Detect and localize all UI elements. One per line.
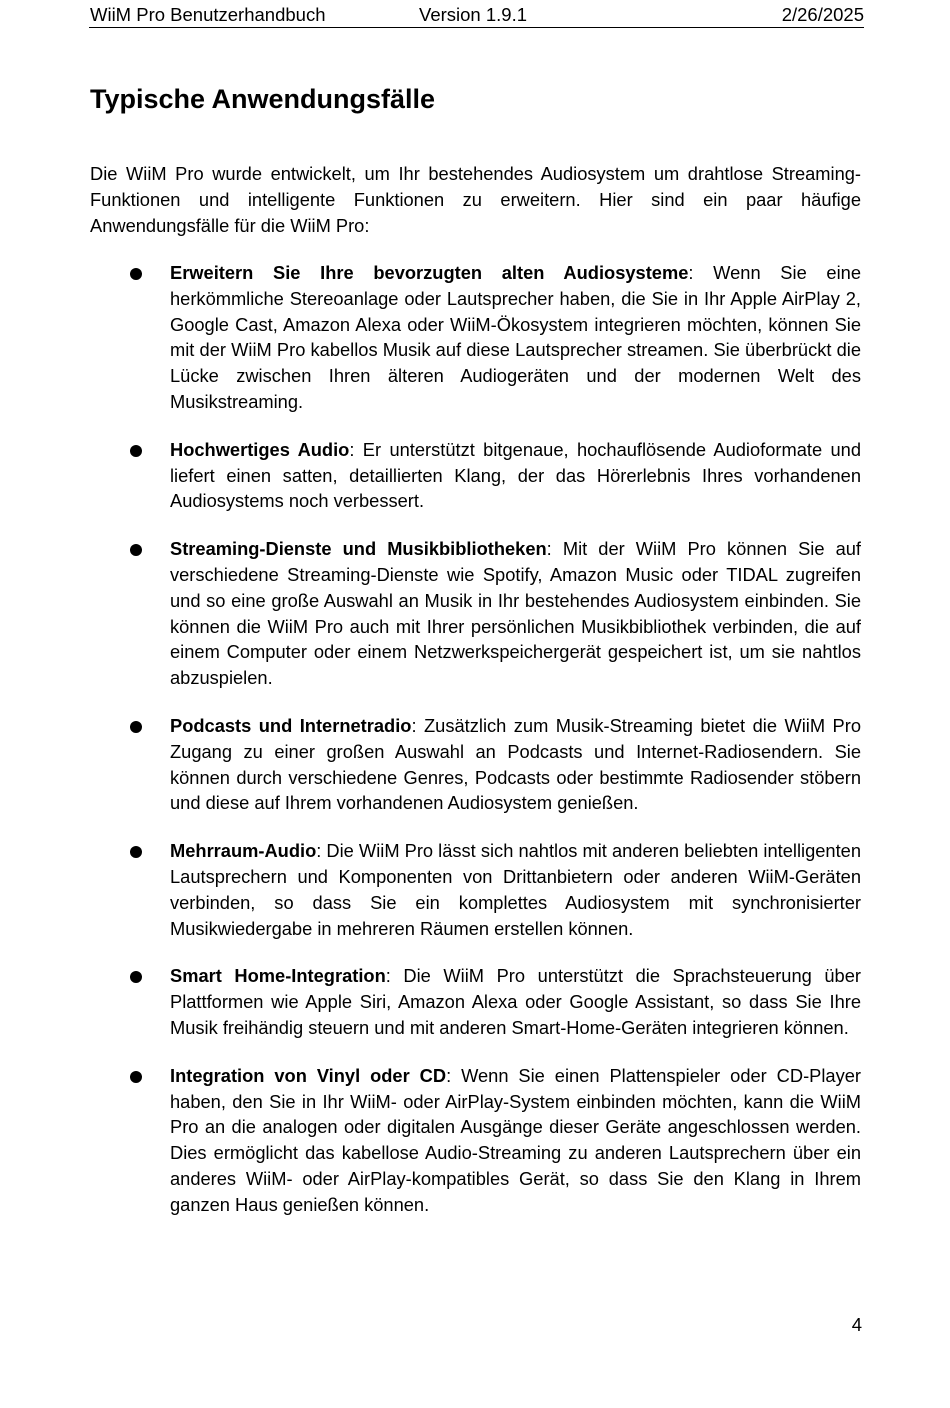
bullet-icon — [130, 846, 142, 858]
use-case-description: : Er unterstützt bitgenaue, hochauflösende Audioformate und liefert einen satten, detaillierten Klang, der das Hörerlebnis Ihres vorhandenen Audiosystems noch verbessert. — [170, 438, 861, 512]
use-case-term: Hochwertiges Audio — [170, 438, 350, 460]
bullet-icon — [130, 1071, 142, 1083]
header-doc-title: WiiM Pro Benutzerhandbuch — [90, 4, 326, 25]
bullet-icon — [130, 445, 142, 457]
use-case-item — [0, 536, 950, 691]
use-case-description: : Wenn Sie eine herkömmliche Stereoanlage oder Lautsprecher haben, die Sie in Ihr Apple AirPlay 2, Google Cast, Amazon Alexa oder WiiM-Ökosystem integrieren möchten, können Sie mit der WiiM Pro kabellos Musik auf diese Lautsprecher streamen. Sie überbrückt die Lücke zwischen Ihren älteren Audiogeräten und der modernen Welt des Musikstreaming. — [170, 262, 861, 412]
page-header — [89, 3, 864, 28]
use-case-item — [0, 260, 950, 415]
use-case-text — [170, 713, 861, 816]
intro-paragraph: Die WiiM Pro wurde entwickelt, um Ihr bestehendes Audiosystem um drahtlose Streaming-Funktionen und intelligente Funktionen zu erweitern. Hier sind ein paar häufige Anwendungsfälle für die WiiM Pro: — [90, 163, 861, 236]
use-case-item — [0, 713, 950, 816]
use-case-text — [170, 536, 861, 691]
use-case-text — [170, 260, 861, 415]
use-case-description: : Wenn Sie einen Plattenspieler oder CD-Player haben, den Sie in Ihr WiiM- oder AirPlay-System einbinden möchten, kann die WiiM Pro an die analogen oder digitalen Ausgänge dieser Geräte angeschlossen werden. Dies ermöglicht das kabellose Audio-Streaming zu anderen Lautsprechern über ein anderes WiiM- oder AirPlay-kompatibles Gerät, so dass Sie den Klang in Ihrem ganzen Haus genießen können. — [170, 1064, 861, 1215]
bullet-icon — [130, 268, 142, 280]
page-number: 4 — [851, 1314, 862, 1335]
use-case-item — [0, 1063, 950, 1218]
use-case-term: Smart Home-Integration — [170, 965, 386, 987]
bullet-icon — [130, 721, 142, 733]
use-case-item — [0, 838, 950, 941]
use-case-text — [170, 437, 861, 514]
use-case-text — [170, 838, 861, 941]
use-case-text — [170, 1063, 861, 1218]
use-case-list — [0, 260, 950, 1240]
use-case-text — [170, 963, 861, 1040]
header-date: 2/26/2025 — [781, 4, 864, 25]
use-case-description: : Mit der WiiM Pro können Sie auf verschiedene Streaming-Dienste wie Spotify, Amazon Music oder TIDAL zugreifen und so eine große Auswahl an Musik in Ihr bestehendes Audiosystem einbinden. Sie können die WiiM Pro auch mit Ihrer persönlichen Musikbibliothek verbinden, die auf einem Computer oder einem Netzwerkspeichergerät gespeichert ist, um sie nahtlos abzuspielen. — [170, 538, 861, 689]
header-version: Version 1.9.1 — [419, 4, 527, 25]
bullet-icon — [130, 971, 142, 983]
bullet-icon — [130, 544, 142, 556]
page-title: Typische Anwendungsfälle — [90, 84, 436, 114]
use-case-item — [0, 963, 950, 1040]
use-case-term: Mehrraum-Audio — [170, 840, 317, 862]
use-case-item — [0, 437, 950, 514]
use-case-term: Podcasts und Internetradio — [170, 714, 412, 736]
use-case-description: : Zusätzlich zum Musik-Streaming bietet die WiiM Pro Zugang zu einer großen Auswahl an Podcasts und Internet-Radiosendern. Sie können durch verschiedene Genres, Podcasts oder bestimmte Radiosender stöbern und diese auf Ihrem vorhandenen Audiosystem genießen. — [170, 714, 861, 814]
use-case-term: Erweitern Sie Ihre bevorzugten alten Audiosysteme — [170, 262, 689, 283]
use-case-description: : Die WiiM Pro lässt sich nahtlos mit anderen beliebten intelligenten Lautsprechern und Komponenten von Drittanbietern oder anderen WiiM-Geräten verbinden, so dass Sie ein komplettes Audiosystem mit synchronisierter Musikwiedergabe in mehreren Räumen erstellen können. — [170, 840, 861, 939]
use-case-term: Integration von Vinyl oder CD — [170, 1064, 447, 1086]
use-case-description: : Die WiiM Pro unterstützt die Sprachsteuerung über Plattformen wie Apple Siri, Amazon Alexa oder Google Assistant, so dass Sie Ihre Musik freihändig steuern und mit anderen Smart-Home-Geräten integrieren können. — [170, 965, 861, 1038]
use-case-term: Streaming-Dienste und Musikbibliotheken — [170, 538, 547, 560]
